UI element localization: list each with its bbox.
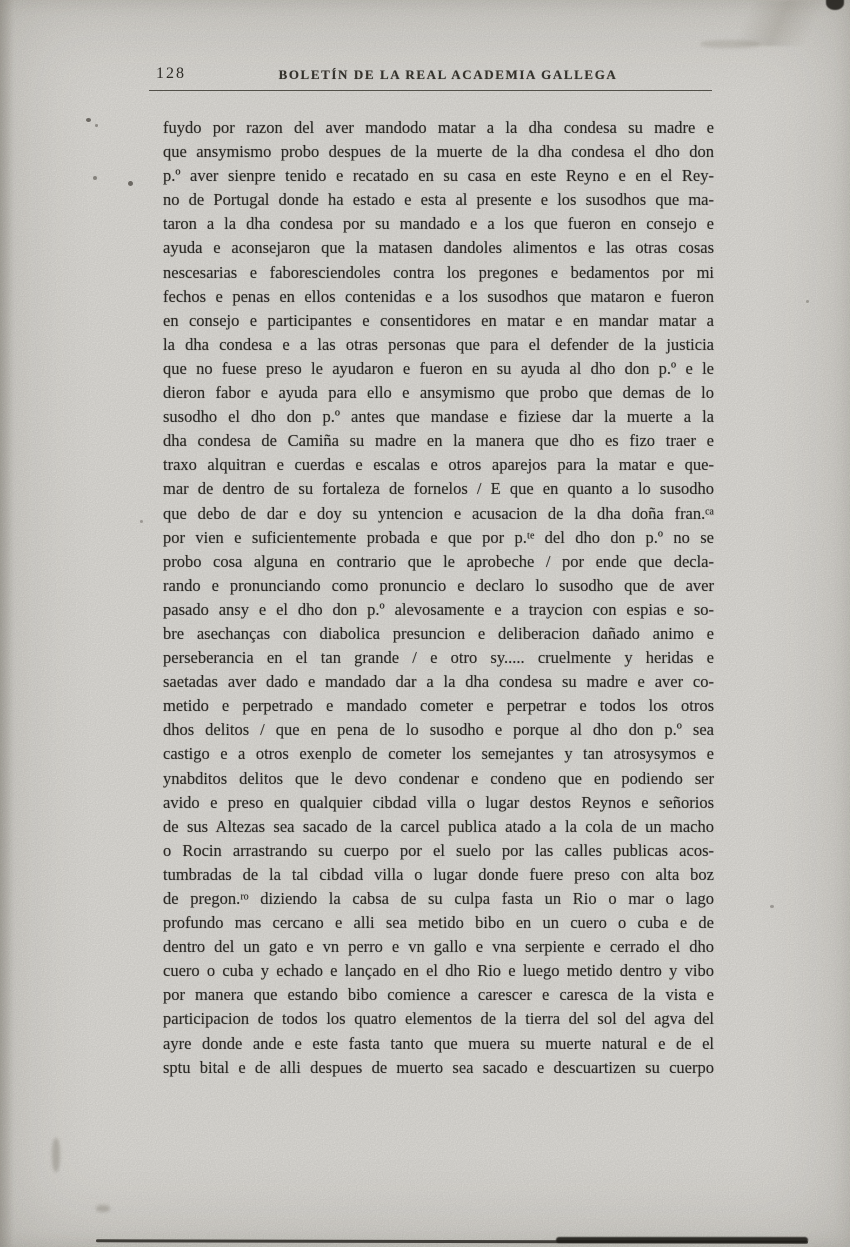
- scan-speck: [806, 300, 809, 303]
- scan-smudge: [96, 1205, 110, 1212]
- text-line: rando e pronunciando como pronuncio e declaro lo susodho que de aver: [163, 575, 714, 595]
- text-line: p.º aver sienpre tenido e recatado en su casa en este Reyno e en el Rey-: [163, 166, 714, 186]
- text-line: avido e preso en qualquier cibdad villa o lugar destos Reynos e señorios: [163, 792, 714, 812]
- scan-bottom-blob: [556, 1237, 808, 1243]
- scan-smudge: [700, 40, 760, 48]
- text-line: dha condesa de Camiña su madre en la manera que dho es fizo traer e: [163, 431, 714, 451]
- text-line: tumbradas de la tal cibdad villa o lugar donde fuere preso con alta boz: [163, 864, 714, 884]
- text-line: dentro del un gato e vn perro e vn gallo e vna serpiente e cerrado el dho: [163, 937, 714, 957]
- text-line: que debo de dar e doy su yntencion e acusacion de la dha doña fran.ᶜᵃ: [163, 503, 714, 523]
- text-line: que ansymismo probo despues de la muerte de la dha condesa el dho don: [163, 142, 714, 162]
- text-line: traxo alquitran e cuerdas e escalas e otros aparejos para la matar e que-: [163, 455, 714, 475]
- text-line: ayuda e aconsejaron que la matasen dandoles alimentos e las otras cosas: [163, 238, 714, 258]
- text-line: metido e perpetrado e mandado cometer e perpetrar e todos los otros: [163, 696, 714, 716]
- text-line: castigo e a otros exenplo de cometer los semejantes y tan atrosysymos e: [163, 744, 714, 764]
- scan-speck: [770, 905, 774, 908]
- page-body-text: [163, 116, 714, 1080]
- text-line: profundo mas cercano e alli sea metido bibo en un cuero o cuba e de: [163, 913, 714, 933]
- text-line: de pregon.ʳᵒ diziendo la cabsa de su culpa fasta un Rio o mar o lago: [163, 889, 714, 908]
- scan-smudge: [52, 1138, 60, 1172]
- page-header: [150, 63, 712, 87]
- text-line: de sus Altezas sea sacado de la carcel publica atado a la cola de un macho: [163, 816, 714, 836]
- scan-speck: [86, 118, 91, 122]
- text-line: susodho el dho don p.º antes que mandase e fiziese dar la muerte a la: [163, 407, 714, 427]
- text-line: fechos e penas en ellos contenidas e a los susodhos que mataron e fueron: [163, 286, 714, 306]
- text-line: en consejo e participantes e consentidores en matar e en mandar matar a: [163, 310, 714, 330]
- scan-speck: [128, 181, 133, 186]
- text-line: fuydo por razon del aver mandodo matar a la dha condesa su madre e: [163, 118, 714, 137]
- text-line: ayre donde ande e este fasta tanto que muera su muerte natural e de el: [163, 1033, 714, 1053]
- text-line: o Rocin arrastrando su cuerpo por el suelo por las calles publicas acos-: [163, 840, 714, 860]
- text-line: bre asechanças con diabolica presuncion e deliberacion dañado animo e: [163, 623, 714, 643]
- text-line: probo cosa alguna en contrario que le aprobeche / por ende que decla-: [163, 551, 714, 571]
- text-line: saetadas aver dado e mandado dar a la dha condesa su madre e aver co-: [163, 672, 714, 692]
- header-rule: [149, 90, 712, 91]
- text-line: por manera que estando bibo comience a carescer e caresca de la vista e: [163, 985, 714, 1005]
- text-line: participacion de todos los quatro elementos de la tierra del sol del agva del: [163, 1009, 714, 1029]
- text-line: pasado ansy e el dho don p.º alevosamente e a traycion con espias e so-: [163, 599, 714, 619]
- text-line: que no fuese preso le ayudaron e fueron en su ayuda al dho don p.º e le: [163, 358, 714, 378]
- text-line: ynabditos delitos que le devo condenar e condeno que en podiendo ser: [163, 768, 714, 788]
- scan-streak: [690, 0, 850, 46]
- text-line: cuero o cuba y echado e lançado en el dho Rio e luego metido dentro y vibo: [163, 961, 714, 981]
- text-line: dieron fabor e ayuda para ello e ansymismo que probo que demas de lo: [163, 383, 714, 403]
- text-line: dhos delitos / que en pena de lo susodho e porque al dho don p.º sea: [163, 720, 714, 740]
- journal-title: BOLETÍN DE LA REAL ACADEMIA GALLEGA: [278, 67, 618, 82]
- scan-speck: [140, 520, 143, 523]
- text-line: nescesarias e faboresciendoles contra los pregones e bedamentos por mi: [163, 262, 714, 282]
- text-line: por vien e suficientemente probada e que por p.ᵗᵉ del dho don p.º no se: [163, 527, 714, 547]
- text-line: no de Portugal donde ha estado e esta al presente e los susodhos que ma-: [163, 190, 714, 210]
- scan-edge-shade: [0, 0, 14, 1247]
- text-line: sptu bital e de alli despues de muerto sea sacado e descuartizen su cuerpo: [163, 1057, 714, 1077]
- text-line: mar de dentro de su fortaleza de fornelos / E que en quanto a lo susodho: [163, 479, 714, 499]
- text-line: la dha condesa e a las otras personas que para el defender de la justicia: [163, 334, 714, 354]
- scan-speck: [93, 176, 97, 180]
- text-line: perseberancia en el tan grande / e otro sy..... cruelmente y heridas e: [163, 648, 714, 668]
- page-number: 128: [156, 65, 186, 82]
- text-line: taron a la dha condesa por su mandado e a los que fueron en consejo e: [163, 214, 714, 234]
- scan-speck: [95, 124, 98, 127]
